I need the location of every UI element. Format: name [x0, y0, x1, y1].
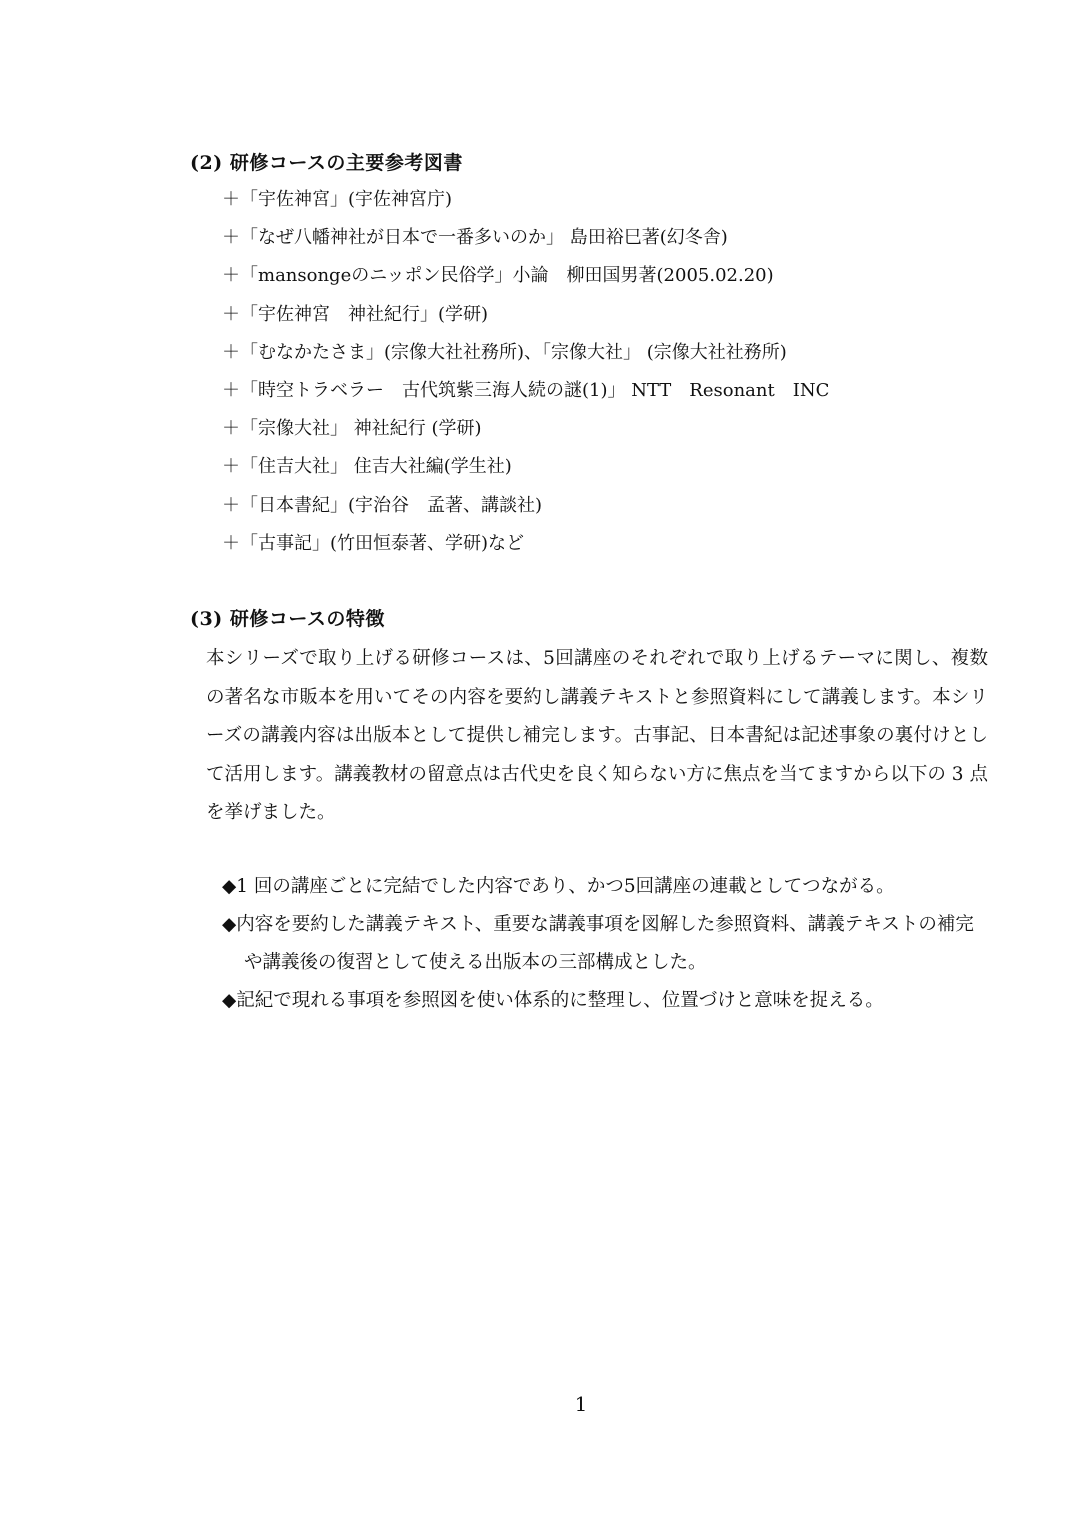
- reference-item: ＋「なぜ八幡神社が日本で一番多いのか」 島田裕巳著(幻冬舎): [222, 227, 728, 249]
- feature-point: ◆1 回の講座ごとに完結でした内容であり、かつ5回講座の連載としてつながる。: [222, 876, 895, 897]
- page-number: 1: [574, 1392, 588, 1416]
- reference-item: ＋「宇佐神宮」(宇佐神宮庁): [222, 189, 453, 210]
- section-2-heading: (2) 研修コースの主要参考図書: [190, 152, 463, 174]
- reference-item: ＋「むなかたさま」(宗像大社社務所)、「宗像大社」 (宗像大社社務所): [222, 341, 787, 363]
- course-features-paragraph: 本シリーズで取り上げる研修コースは、5回講座のそれぞれで取り上げるテーマに関し、複数の著名な市販本を用いてその内容を要約し講義テキストと参照資料にして講義します。本シリーズの講義内容は出版本として提供し補完します。古事記、日本書紀は記述事象の裏付けとして活用します。講義教材の留意点は古代史を良く知らない方に焦点を当てますから以下の 3 点を挙げました。: [206, 648, 988, 823]
- reference-item: ＋「mansongeのニッポン民俗学」小論 柳田国男著(2005.02.20): [222, 265, 774, 287]
- reference-list: [222, 185, 829, 567]
- reference-item: ＋「住吉大社」 住吉大社編(学生社): [222, 456, 512, 478]
- feature-point: ◆記紀で現れる事項を参照図を使い体系的に整理し、位置づけと意味を捉える。: [222, 990, 884, 1011]
- feature-point: ◆内容を要約した講義テキスト、重要な講義事項を図解した参照資料、講義テキストの補完や講義後の復習として使える出版本の三部構成とした。: [222, 914, 974, 973]
- reference-item: ＋「時空トラベラー 古代筑紫三海人続の謎(1)」 NTT Resonant INC: [222, 379, 830, 401]
- reference-item: ＋「宗像大社」 神社紀行 (学研): [222, 418, 482, 440]
- reference-item: ＋「古事記」(竹田恒泰著、学研)など: [222, 532, 525, 554]
- section-3-heading: (3) 研修コースの特徴: [190, 608, 385, 630]
- reference-item: ＋「宇佐神宮 神社紀行」(学研): [222, 303, 489, 325]
- feature-points-list: [222, 868, 990, 1020]
- reference-item: ＋「日本書紀」(宇治谷 孟著、講談社): [222, 494, 543, 516]
